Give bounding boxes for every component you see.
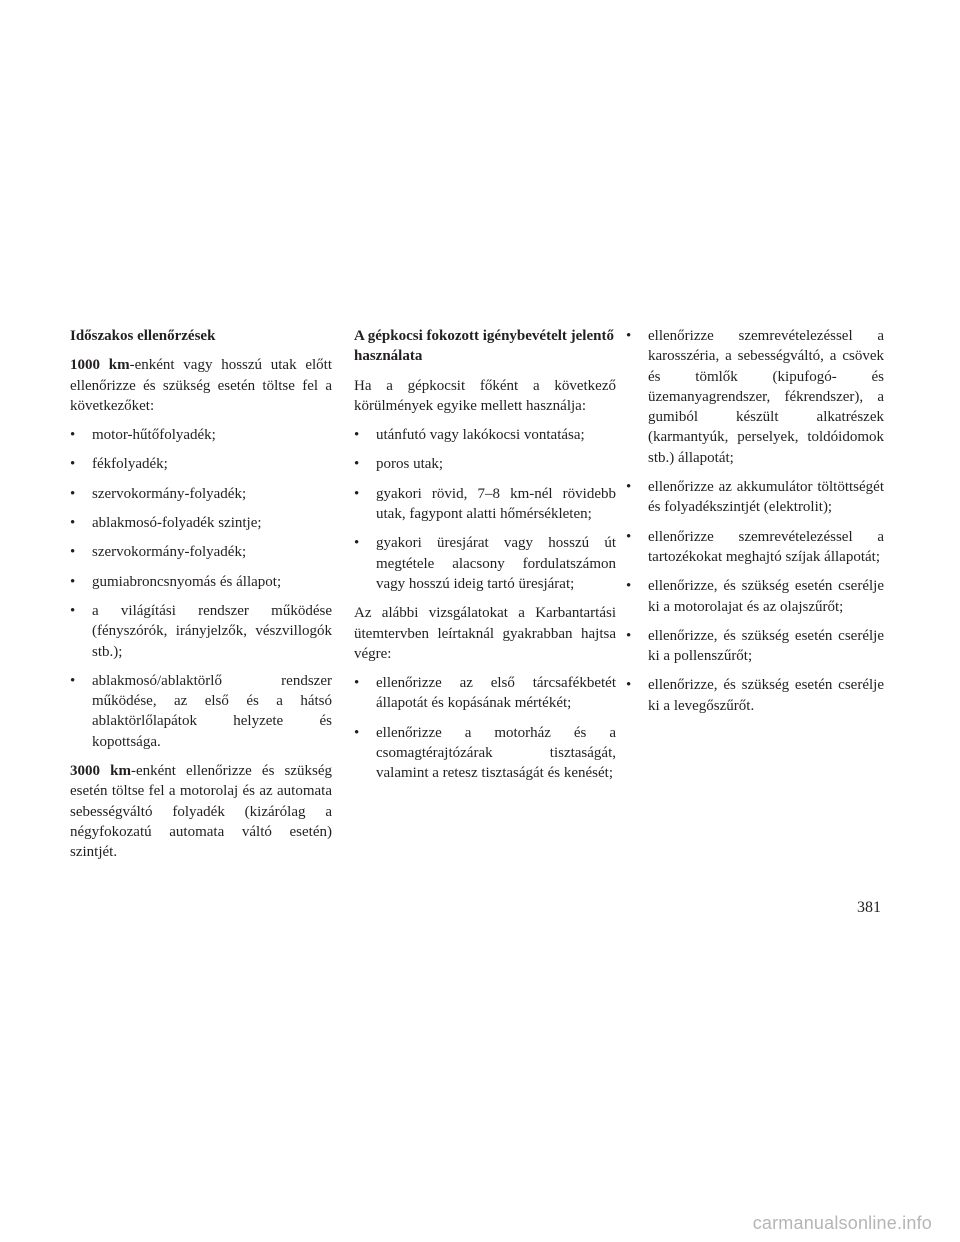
bold-3000km: 3000 km <box>70 763 131 780</box>
bullet-icon: • <box>354 456 360 473</box>
column-severe-usage <box>354 326 616 793</box>
bullet-icon: • <box>70 573 76 590</box>
column-periodic-checks <box>70 326 332 872</box>
paragraph-3000km <box>70 761 332 862</box>
bullet-icon: • <box>70 485 76 502</box>
bullet-icon: • <box>70 456 76 473</box>
list-item: • szervokormány-folyadék; <box>70 542 332 562</box>
bullet-icon: • <box>626 479 632 496</box>
bullet-icon: • <box>70 515 76 532</box>
paragraph-1000km-text: -enként vagy hosszú utak előtt ellenőrizze és szükség esetén töltse fel a következőket: <box>70 357 332 414</box>
bullet-icon: • <box>354 485 360 502</box>
watermark: carmanualsonline.info <box>752 1213 932 1233</box>
paragraph-1000km <box>70 355 332 416</box>
paragraph-inspections: Az alábbi vizsgálatokat a Karbantartási ütemtervben leírtaknál gyakrabban hajtsa végre: <box>354 605 616 662</box>
list-item: • gumiabroncsnyomás és állapot; <box>70 572 332 592</box>
check-list <box>70 425 332 752</box>
list-item: • szervokormány-folyadék; <box>70 484 332 504</box>
list-item: • fékfolyadék; <box>70 454 332 474</box>
bullet-icon: • <box>626 627 632 644</box>
paragraph-intro: Ha a gépkocsit főként a következő körülmények egyike mellett használja: <box>354 377 616 414</box>
conditions-list <box>354 425 616 594</box>
list-item: • ablakmosó-folyadék szintje; <box>70 513 332 533</box>
list-item: • motor-hűtőfolyadék; <box>70 425 332 445</box>
bullet-icon: • <box>354 427 360 444</box>
list-item: • ellenőrizze az első tárcsafékbetét állapotát és kopásának mértékét; <box>354 675 616 712</box>
list-item: • ellenőrizze, és szükség esetén cserélje ki a pollenszűrőt; <box>626 627 884 665</box>
bullet-icon: • <box>354 535 360 552</box>
list-item: • utánfutó vagy lakókocsi vontatása; <box>354 425 616 445</box>
list-item: • gyakori rövid, 7–8 km-nél rövidebb utak, fagypont alatti hőmérsékleten; <box>354 485 616 523</box>
list-item: • ellenőrizze a motorház és a csomagtérajtózárak tisztaságát, valamint a retesz tisztaságát és kenését; <box>354 724 616 782</box>
list-item: • gyakori üresjárat vagy hosszú út megtétele alacsony fordulatszámon vagy hosszú ideig tartó üresjárat; <box>354 535 616 592</box>
list-item: • poros utak; <box>354 454 616 474</box>
page-number: 381 <box>857 899 881 916</box>
bullet-icon: • <box>70 602 76 619</box>
inspections-list <box>354 673 616 783</box>
bullet-icon: • <box>626 328 632 344</box>
list-item: • ellenőrizze, és szükség esetén cserélje ki a levegőszűrőt. <box>626 677 884 714</box>
paragraph-3000km-text: -enként ellenőrizze és szükség esetén töltse fel a motorolaj és az automata sebességváltó folyadék (kizárólag a négyfokozatú automata váltó esetén) szintjét. <box>70 763 333 861</box>
bullet-icon: • <box>354 675 360 692</box>
bullet-icon: • <box>70 427 76 444</box>
list-item: • a világítási rendszer működése (fényszórók, irányjelzők, vészvillogók stb.); <box>70 602 332 660</box>
bullet-icon: • <box>626 528 632 545</box>
heading-severe-usage: A gépkocsi fokozott igénybevételt jelentő használata <box>354 328 614 365</box>
heading-periodic-checks: Időszakos ellenőrzések <box>70 328 216 344</box>
list-item: • ellenőrizze szemrevételezéssel a karosszéria, a sebességváltó, a csövek és tömlők (kipufogó- és üzemanyagrendszer, fékrendszer), a gumiból készült alkatrészek (karmantyúk, perselyek, toldóidomok stb.) állapotát; <box>626 328 884 466</box>
bullet-icon: • <box>354 724 360 741</box>
bullet-icon: • <box>70 672 76 689</box>
bullet-icon: • <box>70 544 76 561</box>
list-item: • ellenőrizze az akkumulátor töltöttségét és folyadékszintjét (elektrolit); <box>626 479 884 516</box>
list-item: • ablakmosó/ablaktörlő rendszer működése, az első és a hátsó ablaktörlőlapátok helyzete és kopottsága. <box>70 672 332 750</box>
bullet-icon: • <box>626 578 632 595</box>
column-inspections-continued <box>622 326 884 725</box>
list-item: • ellenőrizze, és szükség esetén cserélje ki a motorolajat és az olajszűrőt; <box>626 578 884 615</box>
inspections-list-continued <box>622 326 884 716</box>
list-item: • ellenőrizze szemrevételezéssel a tartozékokat meghajtó szíjak állapotát; <box>626 528 884 565</box>
bold-1000km: 1000 km <box>70 357 130 374</box>
bullet-icon: • <box>626 677 632 694</box>
